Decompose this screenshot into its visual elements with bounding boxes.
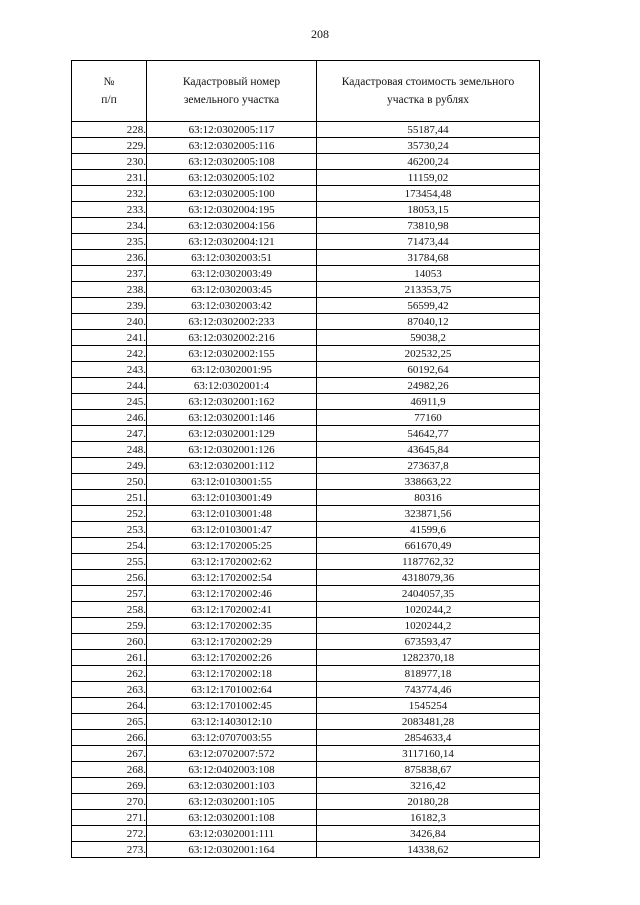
cadastral-number-cell: 63:12:0302004:156 bbox=[147, 218, 317, 234]
cadastral-number-cell: 63:12:1702002:18 bbox=[147, 666, 317, 682]
header-cadastral-value-text: Кадастровая стоимость земельного участка в рублях bbox=[341, 76, 515, 106]
cadastral-value-cell: 20180,28 bbox=[317, 794, 540, 810]
cadastral-number-cell: 63:12:1702002:41 bbox=[147, 602, 317, 618]
cadastral-number-cell: 63:12:0302001:103 bbox=[147, 778, 317, 794]
row-number-cell: 229. bbox=[72, 138, 147, 154]
table-row bbox=[72, 538, 540, 554]
cadastral-value-cell: 46911,9 bbox=[317, 394, 540, 410]
cadastral-value-cell: 3426,84 bbox=[317, 826, 540, 842]
cadastral-value-cell: 338663,22 bbox=[317, 474, 540, 490]
cadastral-number-cell: 63:12:0302004:195 bbox=[147, 202, 317, 218]
cadastral-value-cell: 11159,02 bbox=[317, 170, 540, 186]
cadastral-number-cell: 63:12:1701002:64 bbox=[147, 682, 317, 698]
table-row bbox=[72, 602, 540, 618]
cadastral-value-cell: 16182,3 bbox=[317, 810, 540, 826]
cadastral-value-cell: 743774,46 bbox=[317, 682, 540, 698]
cadastral-number-cell: 63:12:1702002:46 bbox=[147, 586, 317, 602]
cadastral-number-cell: 63:12:0302002:233 bbox=[147, 314, 317, 330]
cadastral-value-cell: 14338,62 bbox=[317, 842, 540, 858]
row-number-cell: 237. bbox=[72, 266, 147, 282]
table-row bbox=[72, 186, 540, 202]
cadastral-number-cell: 63:12:0302001:105 bbox=[147, 794, 317, 810]
cadastral-number-cell: 63:12:0302005:102 bbox=[147, 170, 317, 186]
cadastral-number-cell: 63:12:0302001:111 bbox=[147, 826, 317, 842]
table-row bbox=[72, 474, 540, 490]
cadastral-value-cell: 43645,84 bbox=[317, 442, 540, 458]
cadastral-number-cell: 63:12:0302005:117 bbox=[147, 122, 317, 138]
row-number-cell: 232. bbox=[72, 186, 147, 202]
row-number-cell: 251. bbox=[72, 490, 147, 506]
header-cadastral-number-text: Кадастровый номер земельного участка bbox=[182, 76, 281, 106]
table-row bbox=[72, 490, 540, 506]
table-row bbox=[72, 762, 540, 778]
cadastral-value-cell: 87040,12 bbox=[317, 314, 540, 330]
row-number-cell: 233. bbox=[72, 202, 147, 218]
row-number-cell: 253. bbox=[72, 522, 147, 538]
cadastral-value-cell: 14053 bbox=[317, 266, 540, 282]
cadastral-number-cell: 63:12:0302005:116 bbox=[147, 138, 317, 154]
row-number-cell: 238. bbox=[72, 282, 147, 298]
cadastral-number-cell: 63:12:0302001:95 bbox=[147, 362, 317, 378]
cadastral-value-cell: 4318079,36 bbox=[317, 570, 540, 586]
row-number-cell: 261. bbox=[72, 650, 147, 666]
cadastral-value-cell: 56599,42 bbox=[317, 298, 540, 314]
table-row bbox=[72, 378, 540, 394]
row-number-cell: 236. bbox=[72, 250, 147, 266]
cadastral-value-cell: 818977,18 bbox=[317, 666, 540, 682]
table-row bbox=[72, 666, 540, 682]
table-row bbox=[72, 554, 540, 570]
row-number-cell: 262. bbox=[72, 666, 147, 682]
cadastral-value-cell: 46200,24 bbox=[317, 154, 540, 170]
table-row bbox=[72, 810, 540, 826]
cadastral-value-cell: 31784,68 bbox=[317, 250, 540, 266]
table-row bbox=[72, 650, 540, 666]
row-number-cell: 246. bbox=[72, 410, 147, 426]
cadastral-number-cell: 63:12:0302001:146 bbox=[147, 410, 317, 426]
table-row bbox=[72, 458, 540, 474]
row-number-cell: 250. bbox=[72, 474, 147, 490]
row-number-cell: 245. bbox=[72, 394, 147, 410]
table-header-row bbox=[72, 61, 540, 122]
row-number-cell: 243. bbox=[72, 362, 147, 378]
cadastral-value-cell: 1187762,32 bbox=[317, 554, 540, 570]
table-row bbox=[72, 250, 540, 266]
table-row bbox=[72, 522, 540, 538]
table-row bbox=[72, 586, 540, 602]
cadastral-value-cell: 1020244,2 bbox=[317, 602, 540, 618]
row-number-cell: 235. bbox=[72, 234, 147, 250]
cadastral-value-cell: 2854633,4 bbox=[317, 730, 540, 746]
table-row bbox=[72, 298, 540, 314]
row-number-cell: 254. bbox=[72, 538, 147, 554]
table-row bbox=[72, 202, 540, 218]
cadastral-number-cell: 63:12:0103001:49 bbox=[147, 490, 317, 506]
table-row bbox=[72, 826, 540, 842]
table-row bbox=[72, 634, 540, 650]
table-row bbox=[72, 266, 540, 282]
cadastral-number-cell: 63:12:0302001:164 bbox=[147, 842, 317, 858]
cadastral-value-cell: 1545254 bbox=[317, 698, 540, 714]
table-row bbox=[72, 170, 540, 186]
row-number-cell: 248. bbox=[72, 442, 147, 458]
cadastral-number-cell: 63:12:0702007:572 bbox=[147, 746, 317, 762]
cadastral-number-cell: 63:12:0302002:216 bbox=[147, 330, 317, 346]
table-row bbox=[72, 842, 540, 858]
cadastral-number-cell: 63:12:0302005:108 bbox=[147, 154, 317, 170]
cadastral-number-cell: 63:12:0402003:108 bbox=[147, 762, 317, 778]
cadastral-value-cell: 77160 bbox=[317, 410, 540, 426]
cadastral-value-cell: 35730,24 bbox=[317, 138, 540, 154]
row-number-cell: 265. bbox=[72, 714, 147, 730]
cadastral-value-cell: 55187,44 bbox=[317, 122, 540, 138]
table-row bbox=[72, 698, 540, 714]
row-number-cell: 255. bbox=[72, 554, 147, 570]
cadastral-number-cell: 63:12:1702005:25 bbox=[147, 538, 317, 554]
table-row bbox=[72, 618, 540, 634]
cadastral-number-cell: 63:12:1702002:62 bbox=[147, 554, 317, 570]
cadastral-number-cell: 63:12:0302003:49 bbox=[147, 266, 317, 282]
cadastral-number-cell: 63:12:0302003:45 bbox=[147, 282, 317, 298]
cadastral-value-cell: 71473,44 bbox=[317, 234, 540, 250]
table-row bbox=[72, 218, 540, 234]
cadastral-number-cell: 63:12:1702002:26 bbox=[147, 650, 317, 666]
cadastral-number-cell: 63:12:1701002:45 bbox=[147, 698, 317, 714]
table-row bbox=[72, 234, 540, 250]
cadastral-value-cell: 24982,26 bbox=[317, 378, 540, 394]
cadastral-number-cell: 63:12:0302003:51 bbox=[147, 250, 317, 266]
cadastral-value-cell: 3117160,14 bbox=[317, 746, 540, 762]
cadastral-value-cell: 80316 bbox=[317, 490, 540, 506]
cadastral-number-cell: 63:12:0302001:112 bbox=[147, 458, 317, 474]
table-body bbox=[72, 122, 540, 858]
header-cadastral-value bbox=[317, 61, 540, 122]
cadastral-value-cell: 1020244,2 bbox=[317, 618, 540, 634]
cadastral-number-cell: 63:12:0302001:126 bbox=[147, 442, 317, 458]
table-row bbox=[72, 122, 540, 138]
table-row bbox=[72, 778, 540, 794]
cadastral-value-table bbox=[71, 60, 540, 858]
table-row bbox=[72, 426, 540, 442]
row-number-cell: 269. bbox=[72, 778, 147, 794]
row-number-cell: 264. bbox=[72, 698, 147, 714]
table-row bbox=[72, 314, 540, 330]
row-number-cell: 230. bbox=[72, 154, 147, 170]
row-number-cell: 258. bbox=[72, 602, 147, 618]
row-number-cell: 273. bbox=[72, 842, 147, 858]
row-number-cell: 256. bbox=[72, 570, 147, 586]
cadastral-value-cell: 661670,49 bbox=[317, 538, 540, 554]
row-number-cell: 247. bbox=[72, 426, 147, 442]
row-number-cell: 267. bbox=[72, 746, 147, 762]
row-number-cell: 234. bbox=[72, 218, 147, 234]
cadastral-number-cell: 63:12:0103001:55 bbox=[147, 474, 317, 490]
row-number-cell: 241. bbox=[72, 330, 147, 346]
cadastral-value-cell: 323871,56 bbox=[317, 506, 540, 522]
row-number-cell: 263. bbox=[72, 682, 147, 698]
row-number-cell: 268. bbox=[72, 762, 147, 778]
cadastral-value-cell: 3216,42 bbox=[317, 778, 540, 794]
table-row bbox=[72, 394, 540, 410]
cadastral-value-cell: 673593,47 bbox=[317, 634, 540, 650]
cadastral-value-cell: 1282370,18 bbox=[317, 650, 540, 666]
cadastral-value-cell: 273637,8 bbox=[317, 458, 540, 474]
row-number-cell: 260. bbox=[72, 634, 147, 650]
cadastral-value-cell: 213353,75 bbox=[317, 282, 540, 298]
cadastral-number-cell: 63:12:0302001:108 bbox=[147, 810, 317, 826]
table-row bbox=[72, 730, 540, 746]
cadastral-number-cell: 63:12:1702002:35 bbox=[147, 618, 317, 634]
cadastral-value-cell: 2404057,35 bbox=[317, 586, 540, 602]
cadastral-value-cell: 2083481,28 bbox=[317, 714, 540, 730]
cadastral-value-cell: 60192,64 bbox=[317, 362, 540, 378]
row-number-cell: 231. bbox=[72, 170, 147, 186]
cadastral-value-cell: 59038,2 bbox=[317, 330, 540, 346]
header-row-number bbox=[72, 61, 147, 122]
cadastral-number-cell: 63:12:1403012:10 bbox=[147, 714, 317, 730]
cadastral-value-cell: 41599,6 bbox=[317, 522, 540, 538]
row-number-cell: 272. bbox=[72, 826, 147, 842]
table-row bbox=[72, 362, 540, 378]
row-number-cell: 271. bbox=[72, 810, 147, 826]
row-number-cell: 252. bbox=[72, 506, 147, 522]
row-number-cell: 266. bbox=[72, 730, 147, 746]
cadastral-number-cell: 63:12:0302001:162 bbox=[147, 394, 317, 410]
cadastral-value-cell: 875838,67 bbox=[317, 762, 540, 778]
cadastral-value-cell: 173454,48 bbox=[317, 186, 540, 202]
header-cadastral-number bbox=[147, 61, 317, 122]
table-row bbox=[72, 346, 540, 362]
row-number-cell: 257. bbox=[72, 586, 147, 602]
row-number-cell: 240. bbox=[72, 314, 147, 330]
row-number-cell: 228. bbox=[72, 122, 147, 138]
cadastral-number-cell: 63:12:0103001:48 bbox=[147, 506, 317, 522]
cadastral-value-cell: 18053,15 bbox=[317, 202, 540, 218]
page-number: 208 bbox=[311, 27, 329, 41]
table-row bbox=[72, 682, 540, 698]
header-row-number-text: № п/п bbox=[101, 76, 117, 106]
cadastral-number-cell: 63:12:0302005:100 bbox=[147, 186, 317, 202]
cadastral-number-cell: 63:12:0302003:42 bbox=[147, 298, 317, 314]
cadastral-number-cell: 63:12:0302001:129 bbox=[147, 426, 317, 442]
row-number-cell: 244. bbox=[72, 378, 147, 394]
cadastral-value-cell: 73810,98 bbox=[317, 218, 540, 234]
row-number-cell: 259. bbox=[72, 618, 147, 634]
cadastral-number-cell: 63:12:1702002:54 bbox=[147, 570, 317, 586]
cadastral-value-cell: 54642,77 bbox=[317, 426, 540, 442]
cadastral-number-cell: 63:12:0302004:121 bbox=[147, 234, 317, 250]
table-row bbox=[72, 138, 540, 154]
table-row bbox=[72, 746, 540, 762]
cadastral-number-cell: 63:12:1702002:29 bbox=[147, 634, 317, 650]
table-row bbox=[72, 282, 540, 298]
row-number-cell: 242. bbox=[72, 346, 147, 362]
row-number-cell: 270. bbox=[72, 794, 147, 810]
table-row bbox=[72, 714, 540, 730]
cadastral-number-cell: 63:12:0302001:4 bbox=[147, 378, 317, 394]
table-row bbox=[72, 330, 540, 346]
table-row bbox=[72, 570, 540, 586]
cadastral-number-cell: 63:12:0103001:47 bbox=[147, 522, 317, 538]
table-row bbox=[72, 794, 540, 810]
table-row bbox=[72, 154, 540, 170]
cadastral-value-cell: 202532,25 bbox=[317, 346, 540, 362]
table-row bbox=[72, 442, 540, 458]
table-row bbox=[72, 410, 540, 426]
cadastral-number-cell: 63:12:0707003:55 bbox=[147, 730, 317, 746]
row-number-cell: 239. bbox=[72, 298, 147, 314]
table-row bbox=[72, 506, 540, 522]
cadastral-number-cell: 63:12:0302002:155 bbox=[147, 346, 317, 362]
row-number-cell: 249. bbox=[72, 458, 147, 474]
